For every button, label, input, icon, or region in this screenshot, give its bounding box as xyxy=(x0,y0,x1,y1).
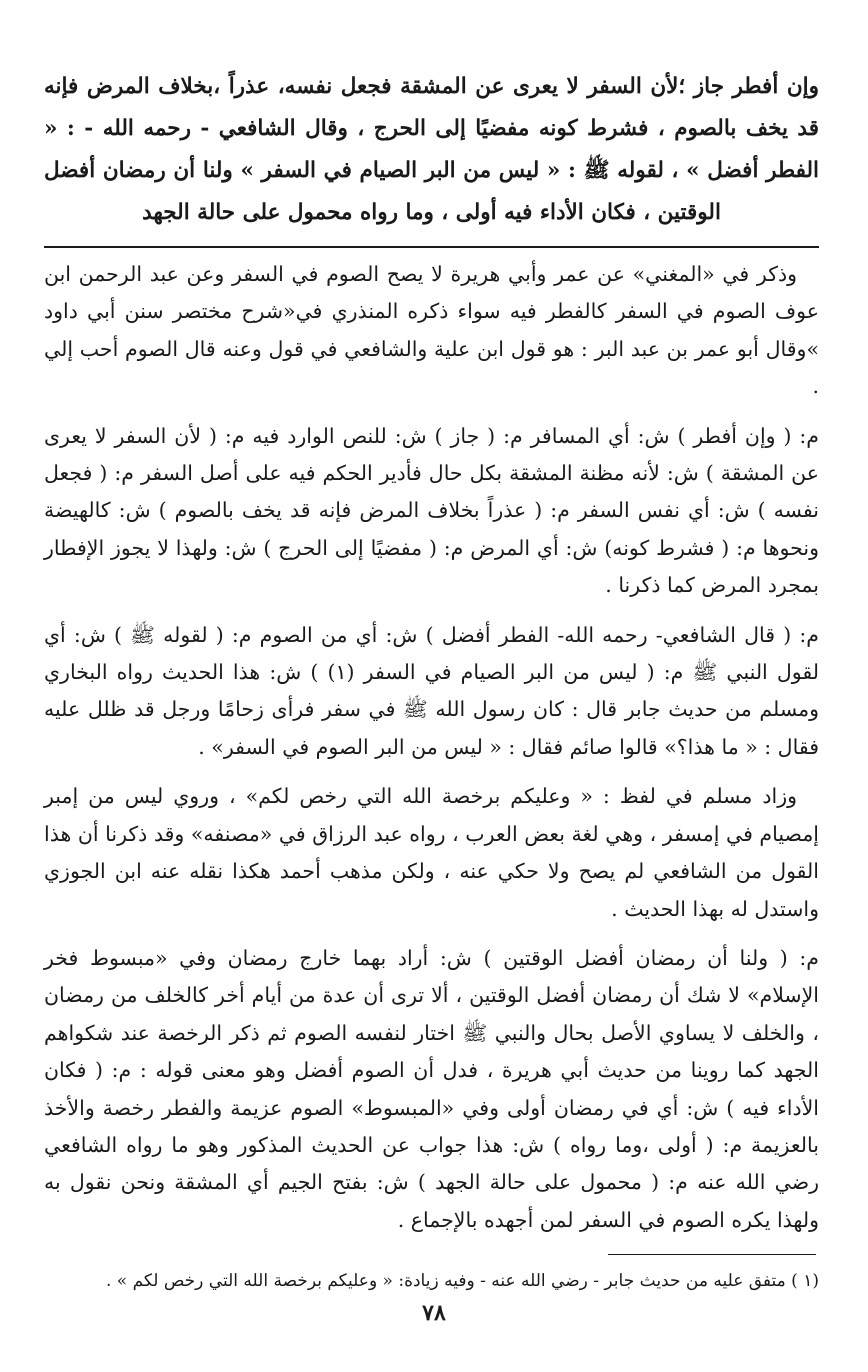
commentary-paragraph-2: م: ( وإن أفطر ) ش: أي المسافر م: ( جاز ) ش: للنص الوارد فيه م: ( لأن السفر لا يعرى عن المشقة ) ش: لأنه مظنة المشقة بكل حال فأدير الحكم فيه على أصل السفر م: ( فجعل نفسه ) ش: أي نفس السفر م: ( عذراً بخلاف المرض فإنه قد يخف بالصوم ) ش: كالهيضة ونحوها م: ( فشرط كونه) ش: أي المرض م: ( مفضيًا إلى الحرج ) ش: ولهذا لا يجوز الإفطار بمجرد المرض كما ذكرنا . xyxy=(44,423,819,598)
commentary-paragraph-4: وزاد مسلم في لفظ : « وعليكم برخصة الله التي رخص لكم» ، وروي ليس من إمبر إمصيام في إمسفر ، وهي لغة بعض العرب ، رواه عبد الرزاق في «مصنفه» وقد ذكرنا أن هذا القول من الشافعي لم يصح ولا حكي عنه ، ولكن مذهب أحمد هكذا نقله عنه ابن الجوزي واستدل له بهذا الحديث . xyxy=(44,784,819,921)
commentary xyxy=(44,256,819,1239)
commentary-paragraph-3: م: ( قال الشافعي- رحمه الله- الفطر أفضل ) ش: أي من الصوم م: ( لقوله ﷺ ) ش: أي لقول النبي ﷺ م: ( ليس من البر الصيام في السفر (١) ) ش: هذا الحديث رواه البخاري ومسلم من حديث جابر قال : كان رسول الله ﷺ في سفر فرأى زحامًا ورجل قد ظلل عليه فقال : « ما هذا؟» قالوا صائم فقال : « ليس من البر الصوم في السفر» . xyxy=(44,622,819,759)
commentary-paragraph-1: وذكر في «المغني» عن عمر وأبي هريرة لا يصح الصوم في السفر وعن عبد الرحمن ابن عوف الصوم في السفر كالفطر فيه سواء ذكره المنذري في«شرح مختصر سنن أبي داود »وقال أبو عمر بن عبد البر : هو قول ابن علية والشافعي في قول وعنه قال الصوم أحب إلي . xyxy=(44,262,819,399)
page-number: ٧٨ xyxy=(422,1300,446,1326)
footnote-divider xyxy=(608,1254,816,1255)
footnote: (١ ) متفق عليه من حديث جابر - رضي الله عنه - وفيه زيادة: « وعليكم برخصة الله التي رخص لكم » . xyxy=(105,1271,819,1291)
commentary-paragraph-5: م: ( ولنا أن رمضان أفضل الوقتين ) ش: أراد بهما خارج رمضان وفي «مبسوط فخر الإسلام» لا شك أن رمضان أفضل الوقتين ، ألا ترى أن عدة من أيام أخر كالخلف من رمضان ، والخلف لا يساوي الأصل بحال والنبي ﷺ اختار لنفسه الصوم ثم ذكر الرخصة عند شكواهم الجهد كما روينا من حديث أبي هريرة ، فدل أن الصوم أفضل وهو معنى قوله : م: ( فكان الأداء فيه ) ش: أي في رمضان أولى وفي «المبسوط» الصوم عزيمة والفطر رخصة والأخذ بالعزيمة م: ( أولى ،وما رواه ) ش: هذا جواب عن الحديث المذكور وهو ما رواه الشافعي رضي الله عنه م: ( محمول على حالة الجهد ) ش: بفتح الجيم أي المشقة ونحن نقول به ولهذا يكره الصوم في السفر لمن أجهده بالإجماع . xyxy=(44,945,819,1232)
section-divider xyxy=(44,246,819,248)
matn-text: وإن أفطر جاز ؛لأن السفر لا يعرى عن المشقة فجعل نفسه، عذراً ،بخلاف المرض فإنه قد يخف بالصوم ، فشرط كونه مفضيًا إلى الحرج ، وقال الشافعي - رحمه الله - : « الفطر أفضل » ، لقوله ﷺ : « ليس من البر الصيام في السفر » ولنا أن رمضان أفضل الوقتين ، فكان الأداء فيه أولى ، وما رواه محمول على حالة الجهد xyxy=(44,74,819,225)
